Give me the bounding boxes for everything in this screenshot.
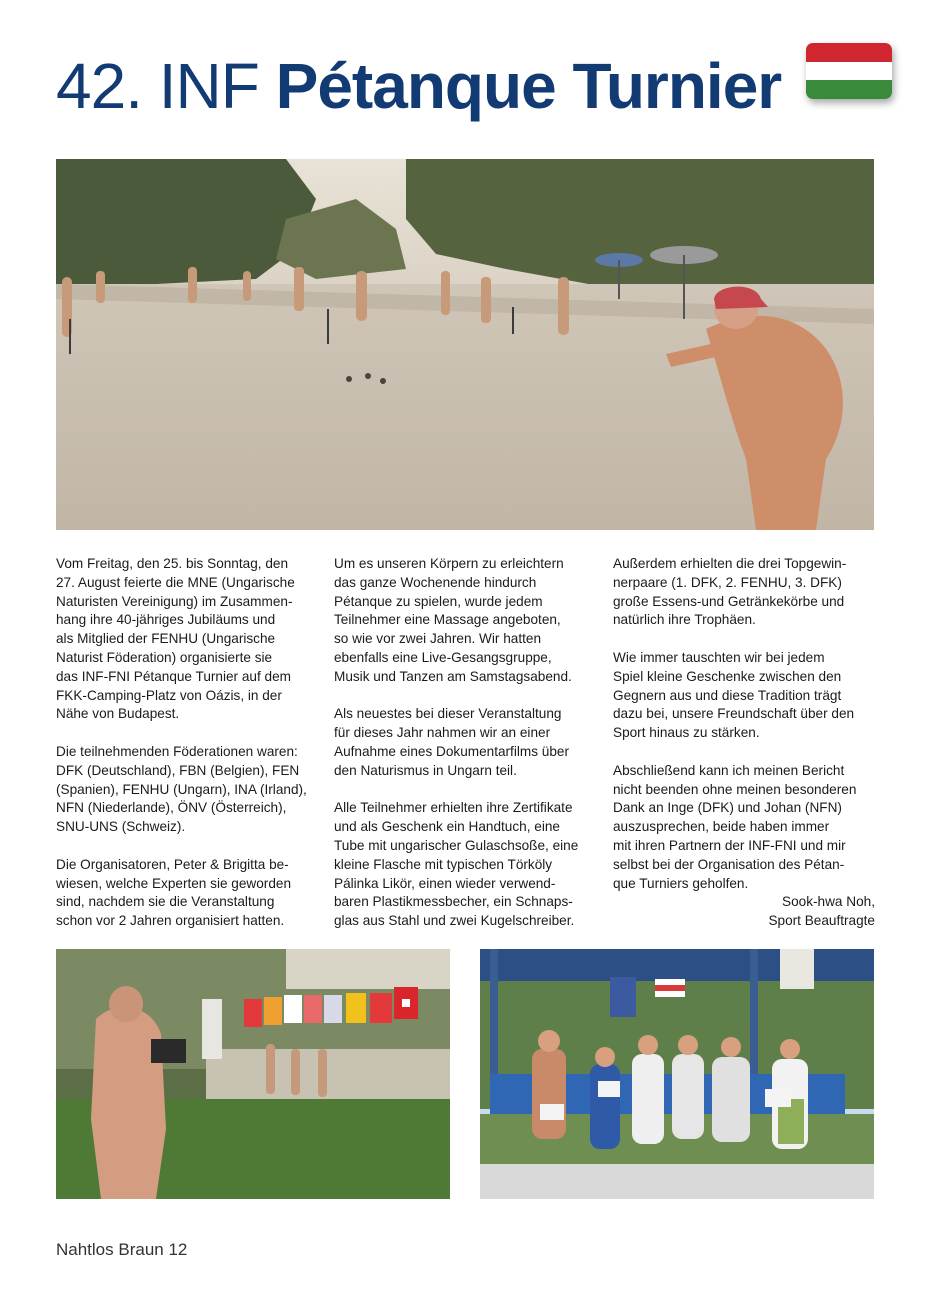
flag-stripe-white	[806, 62, 892, 81]
title-main: Pétanque Turnier	[275, 50, 782, 122]
flag-stripe-green	[806, 80, 892, 99]
paragraph: Die Organisatoren, Peter & Brigitta be- wiesen, welche Experten sie geworden sind, nachdem sie die Veranstaltung schon vor 2 Jahren organisiert hatten.	[56, 856, 292, 929]
article-title	[56, 44, 781, 128]
text-column-1	[56, 555, 320, 950]
title-prefix: 42. INF	[56, 50, 259, 122]
paragraph: Um es unseren Körpern zu erleichtern das ganze Wochenende hindurch Pétanque zu spielen, wurde jedem Teilnehmer eine Massage angeboten, so wie vor zwei Jahren. Wir hatten ebenfalls eine Live-Gesangsgruppe, Musik und Tanzen am Samstagsabend.	[334, 556, 572, 684]
photo-camera-flags	[56, 949, 450, 1199]
paragraph: Die teilnehmenden Föderationen waren: DFK (Deutschland), FBN (Belgien), FEN (Spanien), FENHU (Ungarn), INA (Irland), NFN (Niederlande), ÖNV (Österreich), SNU-UNS (Schweiz).	[56, 743, 307, 835]
text-column-2	[334, 555, 598, 950]
page-footer: Nahtlos Braun 12	[56, 1240, 188, 1259]
paragraph: Abschließend kann ich meinen Bericht nicht beenden ohne meinen besonderen Dank an Inge (DFK) und Johan (NFN) auszusprechen, beide haben immer mit ihren Partnern der INF-FNI und mir selbst bei der Organisation des Pétan- que Turniers geholfen.	[613, 762, 857, 891]
photo-petanque-game	[56, 159, 874, 530]
paragraph: Als neuestes bei dieser Veranstaltung für dieses Jahr nahmen wir an einer Aufnahme eines Dokumentarfilms über den Naturismus in Ungarn teil.	[334, 706, 569, 778]
paragraph: Wie immer tauschten wir bei jedem Spiel kleine Geschenke zwischen den Gegnern aus und diese Tradition trägt dazu bei, unsere Freundschaft über den Sport hinaus zu stärken.	[613, 649, 855, 741]
flag-stripe-red	[806, 43, 892, 62]
paragraph: Vom Freitag, den 25. bis Sonntag, den 27. August feierte die MNE (Ungarische Naturisten Vereinigung) im Zusammen- hang ihre 40-jähriges Jubiläums und als Mitglied der FENHU (Ungarische Naturist Föderation) organisierte sie das INF-FNI Pétanque Turnier auf dem FKK-Camping-Platz von Oázis, in der Nähe von Budapest.	[56, 556, 295, 722]
hungary-flag-icon	[806, 43, 892, 99]
photo-winners-stage	[480, 949, 874, 1199]
text-column-3	[613, 555, 875, 931]
paragraph: Außerdem erhielten die drei Topgewin- nerpaare (1. DFK, 2. FENHU, 3. DFK) große Essens-und Getränkekörbe und natürlich ihre Trophäen.	[613, 556, 847, 628]
paragraph: Alle Teilnehmer erhielten ihre Zertifikate und als Geschenk ein Handtuch, eine Tube mit ungarischer Gulaschsoße, eine kleine Flasche mit typischen Törköly Pálinka Likör, einen wieder verwend- baren Plastikmessbecher, ein Schnaps- glas aus Stahl und zwei Kugelschreiber.	[334, 800, 579, 929]
author-signature: Sook-hwa Noh, Sport Beauftragte	[768, 894, 875, 929]
